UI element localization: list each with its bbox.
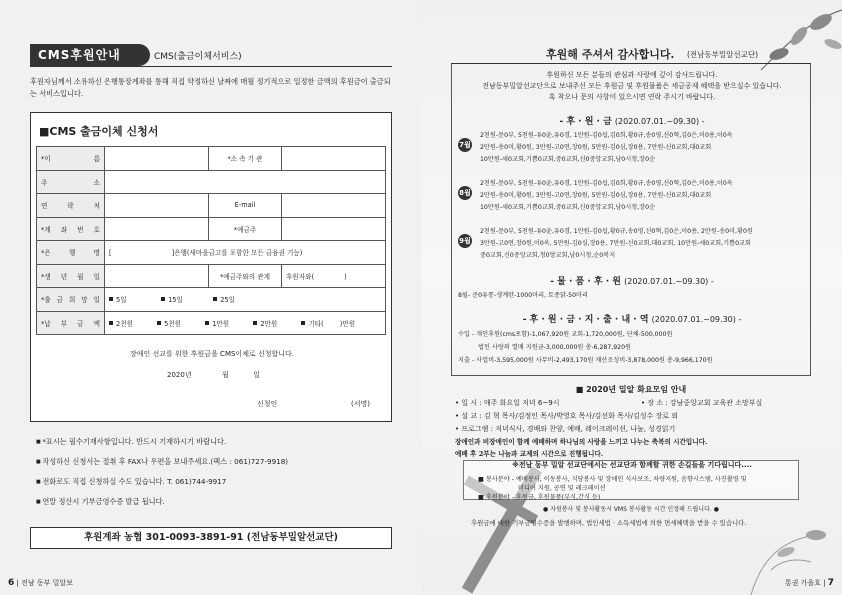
form-statement: 장애인 선교를 위한 후원금을 CMS이체로 신청합니다.: [130, 350, 294, 358]
donation-title: - 후 · 원 · 금: [559, 117, 612, 127]
july-line: 2천원-문0부, 5천원-유0윤,유0경, 1만원-김0섭,김0희,황0규,송0영,신0혁,김0은,이0용,이0옥: [480, 132, 733, 139]
form-day: 일: [253, 371, 261, 379]
checkbox-icon: [205, 321, 209, 325]
vms-note: ● 자원봉사 및 봉사활동시 VMS 봉사활동 시간 인정해 드립니다. ●: [543, 506, 719, 513]
form-heading: ■CMS 출금이체 신청서: [39, 125, 159, 138]
meeting-sermon: • 설 교 : 김 혁 목사/김정인 목사/박영호 목사/김선화 목사/김성수 장로 외: [455, 412, 678, 420]
label-relation: *예금주와의 관계: [209, 264, 282, 288]
amount-option-10k[interactable]: [205, 318, 251, 328]
form-row-name: [37, 147, 386, 171]
date-5-label: 5일: [116, 296, 127, 305]
org-field[interactable]: [282, 147, 386, 171]
form-row-account: [37, 217, 386, 241]
applicant-label: 신청인: [257, 400, 278, 408]
august-line: 2천원-문0부, 5천원-유0윤,유0경, 1만원-김0섭,김0희,황0규,송0영,신0혁,김0은,이0용,이0옥: [480, 180, 733, 187]
july-line: 2만원-송0미,황0원, 3만원-고0연,장0원, 5만원-김0심,장0용, 7만원-신0교회,대0교회: [480, 144, 712, 151]
form-table: [36, 146, 386, 335]
finance-section-title: [452, 312, 812, 325]
label-holder: *예금주: [209, 217, 282, 241]
volunteer-box: [463, 460, 799, 500]
checkbox-icon: [109, 297, 113, 301]
date-25-label: 25일: [220, 296, 235, 305]
expense-line: 지출 - 사업비-3,595,000원 사무비-2,493,170원 재산조성비-3,878,000원 총-9,966,170원: [458, 357, 713, 364]
volunteer-item-cont: 미디어 지원, 공연 및 레크레이션: [518, 485, 606, 492]
cms-form: [30, 112, 392, 422]
date-option-25[interactable]: [213, 294, 263, 304]
label-date: *출 금 희 망 일: [37, 288, 105, 312]
thanks-line: 후원하신 모든 분들의 관심과 사랑에 깊이 감사드립니다.: [546, 71, 718, 79]
label-org: *소 속 기 관: [209, 147, 282, 171]
checkbox-icon: [301, 321, 305, 325]
meeting-italic-1: 장애인과 비장애인이 함께 예배하며 하나님의 사랑을 느끼고 나누는 축복의 시간입니다.: [455, 438, 708, 446]
thanks-line: 전남동부밀알선교단으로 보내주신 모든 후원금 및 후원물품은 세금공제 혜택을 받으실수 있습니다.: [482, 82, 782, 90]
sponsor-rel-close: ): [344, 272, 347, 281]
donation-range: (2020.07.01.~09.30) -: [614, 117, 705, 126]
income-line-2: 법인 사랑의 열매 지원금-3,000,000원 총-6,287,920원: [478, 344, 632, 351]
volunteer-item: ■ 봉사분야 - 예배봉사, 이동봉사, 식당봉사 및 장애인 식사보조, 차량지원, 음향시스템, 사진촬영 및: [478, 476, 747, 483]
date-15-label: 15일: [168, 296, 183, 305]
footer-right: [785, 578, 834, 588]
name-field[interactable]: [105, 147, 209, 171]
amount-5k-label: 5천원: [164, 319, 182, 328]
donation-block: [451, 64, 811, 376]
meeting-italic-2: 예배 후 2부는 나눔과 교제의 시간으로 진행됩니다.: [455, 450, 604, 458]
page-number-right: 7: [827, 578, 834, 588]
meeting-title: ■ 2020년 밀알 화요모임 안내: [575, 385, 687, 394]
label-address: 주 소: [37, 170, 105, 194]
account-box: 후원계좌 농협 301-0093-3891-91 (전남동부밀알선교단): [30, 527, 392, 549]
note-item: ■ 전화로도 직접 신청하실 수도 있습니다. T. 061)744-9917: [36, 472, 288, 492]
july-line: 10만원-세0교회,기쁨0교회,중0교회,신0중앙교회,남0시청,장0순: [480, 156, 656, 163]
checkbox-icon: [157, 321, 161, 325]
thanks-title: 후원해 주셔서 감사합니다.: [546, 48, 675, 61]
meeting-program: • 프로그램 : 저녁식사, 경배와 찬양, 예배, 레이크레이션, 나눔, 성경읽기: [455, 425, 676, 433]
form-row-birth: [37, 264, 386, 288]
september-line: 중0교회,신0중앙교회,청0양교회,남0시청,순0복지: [480, 252, 616, 259]
goods-section-title: [452, 274, 812, 287]
date-option-15[interactable]: [161, 294, 211, 304]
footer-left-text: | 전남 동부 밀알보: [16, 579, 73, 587]
cms-title-bar: [30, 44, 392, 66]
bank-bracket: [: [109, 249, 112, 258]
checkbox-icon: [253, 321, 257, 325]
cms-title-main: CMS후원안내: [30, 44, 150, 66]
amount-20k-label: 2만원: [260, 319, 278, 328]
goods-title: - 물 · 품 · 후 · 원: [550, 277, 621, 287]
label-email: E-mail: [209, 194, 282, 218]
label-birth: *생 년 월 일: [37, 264, 105, 288]
amount-other-unit: )만원: [339, 319, 356, 328]
cms-intro: 후원자님께서 소유하신 은행통장계좌를 통해 직접 약정하신 날짜에 매월 정기적으로 일정한 금액의 후원금이 출금되는 서비스입니다.: [30, 77, 391, 98]
sponsor-item: ■ 후원분야 - 후원금, 후원물품(부식,간식 등): [478, 494, 601, 501]
bank-field[interactable]: [105, 241, 386, 265]
page-number-left: 6: [8, 578, 15, 588]
donation-section-title: [452, 114, 812, 127]
thanks-header: [451, 46, 811, 64]
amount-other-label: 기타(: [308, 319, 324, 328]
finance-range: (2020.07.01.~09.30) -: [651, 315, 742, 324]
sign-label[interactable]: (서명): [351, 400, 370, 408]
date-options: [105, 288, 386, 312]
label-name: *이 름: [37, 147, 105, 171]
meeting-place: • 장 소 : 강남중앙교회 교육관 소망부실: [641, 399, 763, 407]
form-month: 월: [222, 371, 229, 379]
amount-option-2k[interactable]: [109, 318, 155, 328]
goods-range: (2020.07.01.~09.30) -: [624, 277, 714, 286]
form-row-amount: [37, 311, 386, 335]
relation-field[interactable]: [282, 264, 386, 288]
form-row-date: [37, 288, 386, 312]
note-item: ■ 연말 정산시 기부금영수증 발급 됩니다.: [36, 492, 288, 512]
holder-field[interactable]: [282, 217, 386, 241]
income-line: 수입 - 개인후원(cms포함)-1,067,920원 교회-1,720,000원, 단체-500,000원: [458, 331, 673, 338]
form-row-bank: [37, 241, 386, 265]
amount-option-other[interactable]: [301, 320, 355, 328]
form-row-contact: [37, 194, 386, 218]
date-option-5[interactable]: [109, 294, 159, 304]
august-line: 2만원-송0미,황0원, 3만원-고0연,장0원, 5만원-김0심,장0용, 7만원-신0교회,대0교회: [480, 192, 712, 199]
footer-right-text: 통권 가을호 |: [784, 579, 826, 587]
birth-field[interactable]: [105, 264, 209, 288]
label-amount: *납 부 금 액: [37, 311, 105, 335]
address-field[interactable]: [105, 170, 386, 194]
form-date-line: [167, 370, 260, 380]
september-line: 2천원-문0부, 5천원-유0윤,유0경, 1만원-김0섭,황0규,송0영,신0혁,김0은,이0용, 2만원-송0미,황0원: [480, 228, 753, 235]
contact-field[interactable]: [105, 194, 209, 218]
note-item: ■ 작성하신 신청서는 절취 후 FAX나 우편을 보내주세요.(팩스 : 061)727-9918): [36, 452, 288, 472]
title-rule: [30, 66, 392, 67]
september-line: 3만원-고0연,장0원,이0옥, 5만원-김0심,장0용, 7만원-신0교회,대0교회, 10만원-세0교회,기쁨0교회: [480, 240, 751, 247]
month-badge-july: 7월: [458, 138, 472, 152]
account-no-field[interactable]: [105, 217, 209, 241]
tax-note: 후원금에 대한 기부금영수증을 발행하며, 법인세법 · 소득세법에 의한 면세혜택을 받을 수 있습니다.: [471, 519, 747, 527]
form-notes: [36, 432, 288, 512]
right-page: [421, 0, 842, 595]
amount-10k-label: 1만원: [212, 319, 230, 328]
meeting-info: [451, 384, 811, 540]
checkbox-icon: [213, 297, 217, 301]
amount-options: [105, 311, 386, 335]
amount-option-20k[interactable]: [253, 318, 299, 328]
month-badge-september: 9월: [458, 234, 472, 248]
note-item: ■ *표시는 필수기재사항입니다. 반드시 기재하시기 바랍니다.: [36, 432, 288, 452]
amount-2k-label: 2천원: [116, 319, 133, 328]
bank-text: ]은행(새마을금고를 포함한 모든 금융권 기능): [171, 249, 303, 258]
form-row-address: [37, 170, 386, 194]
label-contact: 연 락 처: [37, 194, 105, 218]
thanks-line: 혹 착오나 문의 사항이 있으시면 연락 주시기 바랍니다.: [548, 93, 716, 101]
label-account-no: *계 좌 번 호: [37, 217, 105, 241]
volunteer-title: ※전남 동부 밀알 선교단에서는 선교단과 함께할 귀한 손길들을 기다립니다....: [512, 461, 752, 469]
amount-option-5k[interactable]: [157, 318, 203, 328]
august-line: 10만원-세0교회,기쁨0교회,중0교회,신0중앙교회,남0시청,장0순: [480, 204, 656, 211]
label-bank: *은 행 명: [37, 241, 105, 265]
cms-title-sub: CMS(출금이체서비스): [154, 52, 242, 62]
checkbox-icon: [161, 297, 165, 301]
finance-title: - 후 · 원 · 금 · 지 · 출 · 내 · 역: [522, 315, 649, 325]
goods-line: 8월- 준0유통-생계란-1000마리, 토종닭-50마리: [458, 292, 589, 299]
month-badge-august: 8월: [458, 186, 472, 200]
footer-left: [8, 578, 73, 588]
meeting-time: • 일 시 : 매주 화요일 저녁 6~9시: [455, 399, 560, 407]
checkbox-icon: [109, 321, 113, 325]
thanks-org: (전남동부밀알선교단): [687, 50, 759, 59]
email-field[interactable]: [282, 194, 386, 218]
sponsor-rel-label: 후원자와(: [286, 272, 315, 281]
form-year: 2020년: [167, 371, 192, 379]
